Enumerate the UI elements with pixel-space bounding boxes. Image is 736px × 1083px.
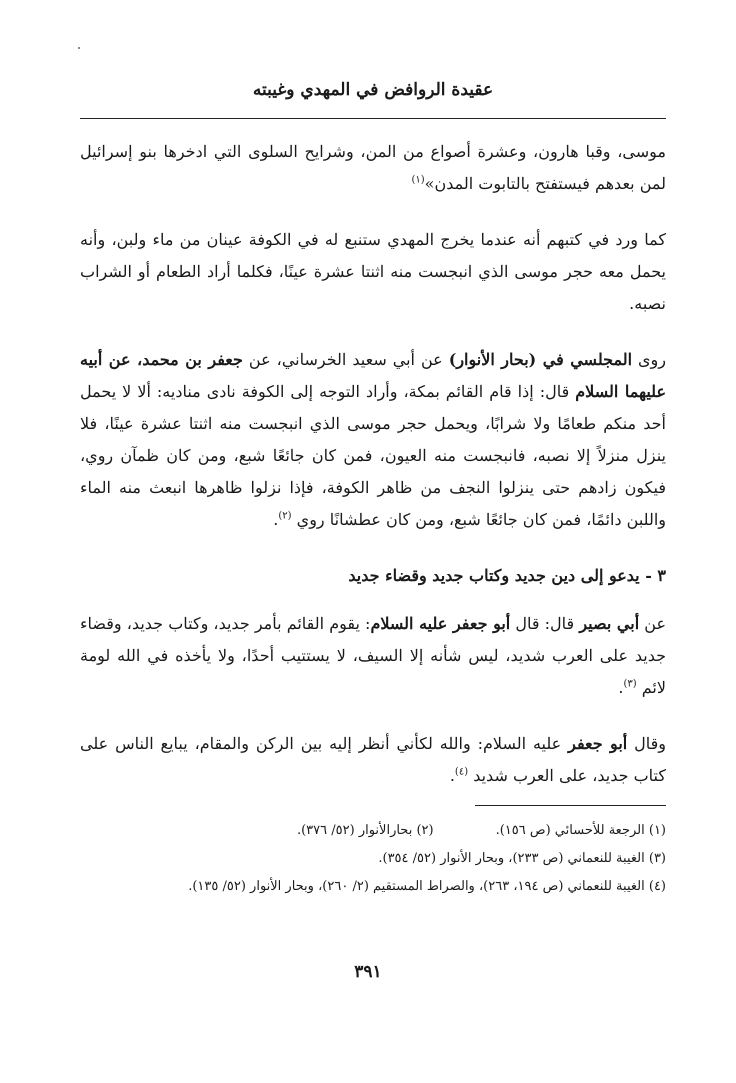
paragraph-4-mid: قال: قال bbox=[515, 614, 575, 633]
narrator-abu-jafar-2: أبو جعفر bbox=[568, 734, 628, 753]
running-header: عقيدة الروافض في المهدي وغيبته bbox=[252, 80, 494, 100]
paragraph-3-rest: قال: إذا قام القائم بمكة، وأراد التوجه إلى الكوفة نادى مناديه: ألا لا يحمل أحد منكم طعامًا ولا شرابًا، ويحمل حجر موسى الذي انبجست منه اثنتا عشرة عينًا، فلا ينزل منزلاً إلا نصبه، فانبجست منه العيون، فمن كان جائعًا شبع، ومن كان ظمآن روي، فيكون زادهم حتى ينزلوا النجف من ظاهر الكوفة، فإذا نزلوا ظاهرها انبعث منه الماء واللبن دائمًا، فمن كان جائعًا شبع، ومن كان عطشانًا روي bbox=[80, 382, 666, 529]
header-divider bbox=[80, 118, 666, 119]
footnote-ref-4[interactable]: (٤) bbox=[454, 766, 469, 778]
paragraph-2-text: كما ورد في كتبهم أنه عندما يخرج المهدي ستنبع له في الكوفة عينان من ماء ولبن، وأنه يحمل معه حجر موسى الذي انبجست منه اثنتا عشرة عينًا، فكلما أراد الطعام أو الشراب نصبه. bbox=[80, 230, 666, 313]
footnote-ref-2[interactable]: (٢) bbox=[278, 510, 292, 522]
footnote-1: (١) الرجعة للأحسائي (ص ١٥٦). bbox=[495, 823, 666, 838]
paragraph-1-text: موسى، وقبا هارون، وعشرة أصواع من المن، وشرايح السلوى التي ادخرها بنو إسرائيل لمن بعدهم فيستفتح بالتابوت المدن» bbox=[80, 142, 666, 193]
narrator-abu-basir: أبي بصير bbox=[579, 614, 640, 633]
paragraph-3-mid: عن أبي سعيد الخرساني، عن bbox=[248, 350, 443, 369]
narrator-abu-jafar: أبو جعفر عليه السلام bbox=[370, 614, 511, 633]
paragraph-4: عن أبي بصير قال: قال أبو جعفر عليه السلام: يقوم القائم بأمر جديد، وكتاب جديد، وقضاء جديد على العرب شديد، ليس شأنه إلا السيف، لا يستتيب أحدًا، ولا يأخذه في الله لومة لائم $^{(٣)}$. bbox=[80, 614, 666, 697]
narrator-jafar: جعفر بن محمد، عن أبيه عليهما السلام bbox=[80, 350, 666, 401]
paragraph-3-lead: روى bbox=[638, 350, 667, 369]
paragraph-4-rest: : يقوم القائم بأمر جديد، وكتاب جديد، وقضاء جديد على العرب شديد، ليس شأنه إلا السيف، لا يستتيب أحدًا، ولا يأخذه في الله لومة لائم bbox=[80, 614, 666, 697]
body-text bbox=[80, 136, 666, 816]
narrator-majlisi: المجلسي في (بحار الأنوار) bbox=[448, 350, 633, 369]
footnote-ref-3[interactable]: (٣) bbox=[623, 678, 637, 690]
footnote-row-1 bbox=[80, 817, 666, 845]
footnote-ref-1[interactable]: (١) bbox=[411, 174, 425, 186]
paragraph-5-lead: وقال bbox=[634, 734, 667, 753]
footnote-divider bbox=[475, 805, 666, 806]
paragraph-4-lead: عن bbox=[644, 614, 666, 633]
footnote-3: (٣) الغيبة للنعماني (ص ٢٣٣)، وبحار الأنوار (٥٢/ ٣٥٤). bbox=[378, 851, 666, 866]
section-heading: ٣ - يدعو إلى دين جديد وكتاب جديد وقضاء جديد bbox=[348, 566, 666, 585]
page-number: ٣٩١ bbox=[354, 962, 382, 982]
paragraph-2 bbox=[80, 224, 666, 320]
footnotes bbox=[80, 817, 666, 901]
paragraph-3: روى المجلسي في (بحار الأنوار) عن أبي سعيد الخرساني، عن جعفر بن محمد، عن أبيه عليهما السلام قال: إذا قام القائم بمكة، وأراد التوجه إلى الكوفة نادى مناديه: ألا لا يحمل أحد منكم طعامًا ولا شرابًا، ويحمل حجر موسى الذي انبجست منه اثنتا عشرة عينًا، فلا ينزل منزلاً إلا نصبه، فانبجست منه العيون، فمن كان جائعًا شبع، ومن كان ظمآن روي، فيكون زادهم حتى ينزلوا النجف من ظاهر الكوفة، فإذا نزلوا ظاهرها انبعث منه الماء واللبن دائمًا، فمن كان جائعًا شبع، ومن كان عطشانًا روي $^{(٢)}$. bbox=[80, 350, 667, 529]
paragraph-1 bbox=[80, 136, 666, 200]
footnote-4: (٤) الغيبة للنعماني (ص ١٩٤، ٢٦٣)، والصراط المستقيم (٢/ ٢٦٠)، وبحار الأنوار (٥٢/ ١٣٥). bbox=[188, 879, 666, 894]
footnote-2: (٢) بحارالأنوار (٥٢/ ٣٧٦). bbox=[296, 823, 434, 838]
paragraph-5: وقال أبو جعفر عليه السلام: والله لكأني أنظر إليه بين الركن والمقام، يبايع الناس على كتاب جديد، على العرب شديد $^{(٤)}$. bbox=[80, 734, 667, 785]
scan-speck bbox=[78, 47, 80, 49]
paragraph-5-rest: عليه السلام: والله لكأني أنظر إليه بين الركن والمقام، يبايع الناس على كتاب جديد، على العرب شديد bbox=[80, 734, 666, 785]
